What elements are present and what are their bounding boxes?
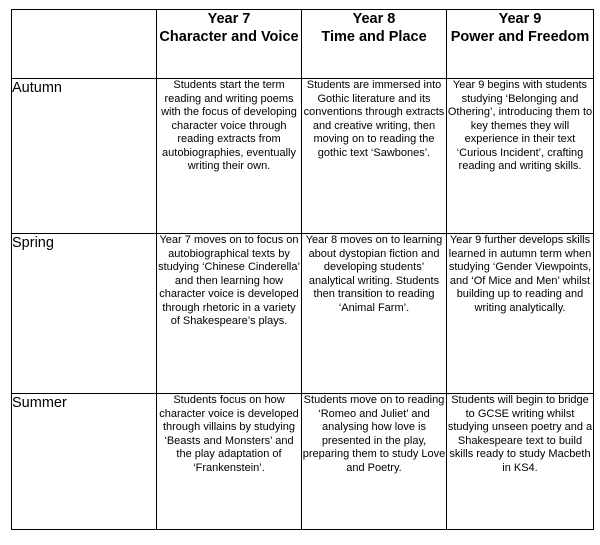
table-cell: Students move on to reading ‘Romeo and Juliet’ and analysing how love is presented in the play, preparing them to study Love and Poetry. [302, 394, 447, 530]
table-cell: Year 7 moves on to focus on autobiographical texts by studying ‘Chinese Cinderella’ and then learning how character voice is developed through rhetoric in a variety of Shakespeare’s plays. [157, 234, 302, 394]
column-header-year-8 [302, 10, 447, 79]
table-row-spring [12, 234, 594, 394]
table-cell: Year 8 moves on to learning about dystopian fiction and developing students’ analytical writing. Students then transition to reading ‘Animal Farm’. [302, 234, 447, 394]
year-label: Year 9 [498, 11, 542, 27]
corner-cell [12, 10, 157, 79]
row-header-autumn: Autumn [12, 79, 157, 234]
column-header-year-7 [157, 10, 302, 79]
table-cell: Year 9 begins with students studying ‘Belonging and Othering’, introducing them to key themes they will experience in their text ‘Curious Incident’, crafting reading and writing skills. [447, 79, 594, 234]
column-header-year-9 [447, 10, 594, 79]
curriculum-table [11, 9, 594, 530]
table-cell: Students focus on how character voice is developed through villains by studying ‘Beasts and Monsters’ and the play adaptation of ‘Frankenstein’. [157, 394, 302, 530]
row-header-summer: Summer [12, 394, 157, 530]
theme-label: Power and Freedom [450, 29, 590, 45]
table-row-summer [12, 394, 594, 530]
year-label: Year 7 [207, 11, 251, 27]
table-cell: Students will begin to bridge to GCSE writing whilst studying unseen poetry and a Shakespeare text to build skills ready to study Macbeth in KS4. [447, 394, 594, 530]
table-cell: Students start the term reading and writing poems with the focus of developing character voice through reading extracts from autobiographies, eventually writing their own. [157, 79, 302, 234]
year-label: Year 8 [352, 11, 396, 27]
theme-label: Time and Place [321, 29, 427, 45]
header-row [12, 10, 594, 79]
row-header-spring: Spring [12, 234, 157, 394]
table-row-autumn [12, 79, 594, 234]
theme-label: Character and Voice [159, 29, 299, 45]
table-cell: Year 9 further develops skills learned in autumn term when studying ‘Gender Viewpoints, and ‘Of Mice and Men’ whilst building up to reading and writing analytically. [447, 234, 594, 394]
table-cell: Students are immersed into Gothic literature and its conventions through extracts and creative writing, then moving on to reading the gothic text ‘Sawbones’. [302, 79, 447, 234]
